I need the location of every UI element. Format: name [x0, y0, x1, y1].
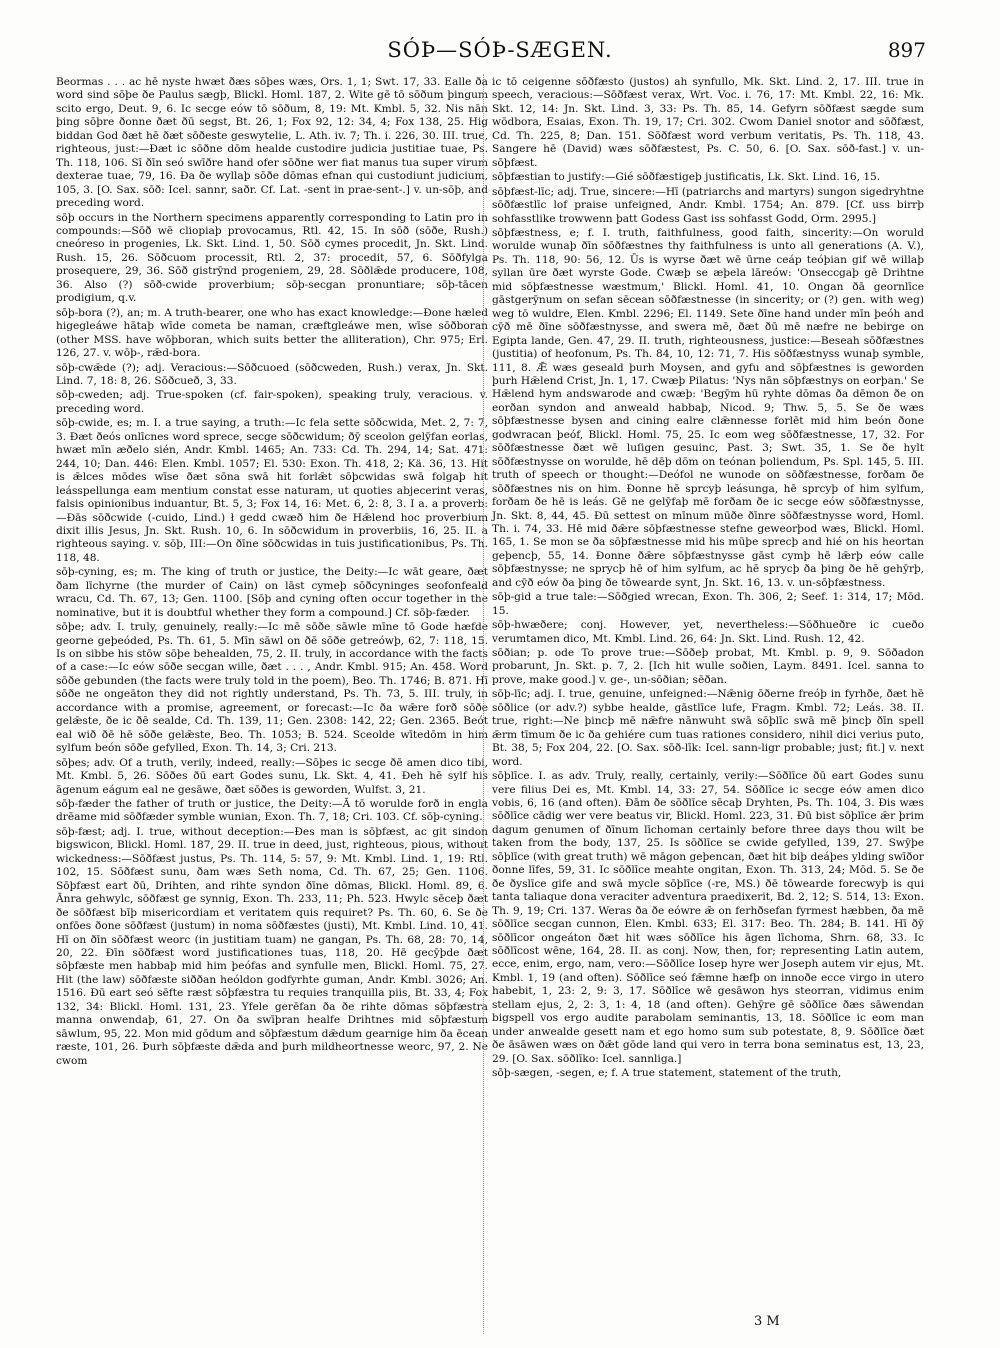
left-column: [56, 76, 488, 1069]
signature-mark: 3 M: [754, 1314, 780, 1329]
entry-soth-cwide: sōþ-cwide, es; m. I. a true saying, a truth:—Ic fela sette sōðcwida, Met. 2, 7: 7, 3. Ðæt ðeós onlīcnes word sprece, secge sōðcwidum; ðȳ sceolon gelȳfan eorlas, hwæt mīn æðelo sién, Andr. Kmbl. 1465; An. 733: Cd. Th. 294, 14; Sat. 471: 244, 10; Dan. 446: Elen. Kmbl. 1057; El. 530: Exon. Th. 418, 2; Kä. 36, 13. Hit is ǣlces mōdes wīse ðæt sōna swā hit forlǣt sōþcwidas swā folgaþ hit leásspellunga eam mentium constat esse naturam, ut quoties abjecerint veras, falsis opinionibus induantur, Bt. 5, 3; Fox 14, 16: Met. 6, 2: 8, 3. I a. a proverb:—Ðās sōðcwide (-cuido, Lind.) ł gedd cwæð him ðe Hǣlend hoc proverbium dixit illis Jesus, Jn. Skt. Rush. 10, 6. In sōðcwidum in proverbiis, 16, 25. II. a righteous saying. v. sōþ, III:—On ðīne sōðcwidas in tuis justificationibus, Ps. Th. 118, 48.: [56, 417, 488, 564]
page-number: 897: [887, 38, 926, 62]
page-header: [60, 38, 940, 68]
entry-soth-saegen: sōþ-sægen, -segen, e; f. A true statement, statement of the truth,: [492, 1067, 842, 1080]
entry-sothlice: sōþlīce. I. as adv. Truly, really, certainly, verily:—Sōðlīce ðū eart Godes sunu vere filius Dei es, Mt. Kmbl. 14, 33: 27, 54. Sōðlīce ic secge eów amen dico vobis, 6, 16 (and often). Ðām ðe sōðlīce sēcaþ Dryhten, Ps. Th. 104, 3. Ðis wæs sōðlīce cādig wer vere beatus vir, Blickl. Homl. 223, 31. Ðū bist sōþlīce ǣr þrim dagum genumen of ðīnum līchoman certainly before three days thou wilt be taken from the body, 137, 25. Is sōðlīce se cwide gefylled, 139, 27. Swȳþe sōþlīce (with great truth) wē māgon geþencan, ðæt hit biþ deáþes ylding swīðor ðonne līfes, 59, 31. Ic sōðlīce meahte ongitan, Exon. Th. 313, 24; Mōd. 5. Se ðe ðe ðyslīce gife and swā mycle sōþlīce (-re, MS.) ðē tōwearde forecwyþ is qui tanta taliaque dona veraciter adventura praedixerit, Bd. 2, 12; S. 514, 13: Exon. Th. 9, 19; Cri. 137. Weras ða ðe eówre ǣ on ferhðsefan fyrmest hæbben, ða mē sōðlīce secgan cunnon, Elen. Kmbl. 633; El. 317: Beo. Th. 284; B. 141. Hī ðȳ sōðlīcor ongeáton ðæt hit wæs sōðlīce his āgen līchoma, Shrn. 68, 33. Ic sōðlīcost wēne, 164, 28. II. as conj. Now, then, for; representing Latin autem, ecce, enim, ergo, nam, vero:—Sōðlīce Iosep hyre wer Joseph autem vir ejus, Mt. Kmbl. 1, 19 (and often). Sōðlīce seó fǣmne hæfþ on innoðe ecce virgo in utero habebit, 1, 23: 2, 9: 3, 17. Sōðlīce wē gesāwon hys steorran, vidimus enim stellam ejus, 2, 2: 3, 1: 4, 18 (and often). Gehȳre gē sōðlīce ðæs sāwendan bigspell vos ergo audite parabolam seminantis, 13, 18. Sōðlīce ic eom man under anwealde gesett nam et ego homo sum sub potestate, 8, 9. Sōðlīce ðæt ðe āsāwen wæs on ðǣt gōde land qui vero in terra bona seminatus est, 13, 23, 29. [O. Sax. sōðlīko: Icel. sannliga.]: [492, 770, 924, 1065]
entry-soth-faeder: sōþ-fæder the father of truth or justice, the Deity:—Ā tō worulde forð in engla drēame mid sōðfæder symble wunian, Exon. Th. 7, 18; Cri. 103. Cf. sōþ-cyning.: [56, 798, 488, 824]
entry-sothfaestian: sōþfæstian to justify:—Gié sōðfæstigeþ justificatis, Lk. Skt. Lind. 16, 15.: [492, 171, 881, 184]
entry-continuation-sothfaest: ic tō ceigenne sōðfæsto (justos) ah synfullo, Mk. Skt. Lind. 2, 17. III. true in speech, veracious:—Sōðfæst verax, Wrt. Voc. i. 76, 17: Mt. Kmbl. 22, 16: Mk. Skt. 12, 14: Jn. Skt. Lind. 3, 33: Ps. Th. 85, 14. Gefyrn sōðfæst sægde sum wōdbora, Esaias, Exon. Th. 19, 17; Cri. 302. Cwom Daniel snotor and sōðfæst, Cd. Th. 225, 8; Dan. 151. Sōðfæst word verbum veritatis, Ps. Th. 118, 43. Sangere hē (David) wæs sōðfæstest, Ps. C. 50, 6. [O. Sax. sōð-fast.] v. un-sōþfæst.: [492, 76, 924, 169]
entry-soth-cweden: sōþ-cweden; adj. True-spoken (cf. fair-spoken), speaking truly, veracious. v. preceding word.: [56, 389, 488, 415]
entry-soth-faest: sōþ-fæst; adj. I. true, without deception:—Ðes man is sōþfæst, ac git sindon bigswicon, Blickl. Homl. 187, 29. II. true in deed, just, righteous, pious, without wickedness:—Sōðfæst justus, Ps. Th. 114, 5: 57, 9: Mt. Kmbl. Lind. 1, 19: Rtl. 102, 15. Sōðfæst sunu, ðam wæs Seth noma, Cd. Th. 67, 25; Gen. 1106. Sōþfæst eart ðū, Drihten, and rihte syndon ðīne dōmas, Blickl. Homl. 89, 6. Ānra gehwylc, sōðfæst ge synnig, Exon. Th. 233, 11; Ph. 523. Hwylc sēceþ ðæt ðe sōðfæst bīþ misericordiam et veritatem quis requiret? Ps. Th. 60, 6. Se ðe onfōes ðone sōðfæst (justum) in noma sōðfæstes (justi), Mt. Kmbl. Lind. 10, 41. Hī on ðīn sōðfæst weorc (in justitiam tuam) ne gangan, Ps. Th. 68, 28: 70, 14, 20, 22. Ðīn sōðfæst word justificationes tuas, 118, 20. Hē gecȳþde ðæt sōþfæste men habbaþ mid him þeófas and synfulle men, Blickl. Homl. 75, 27. Hit (the law) sōðfæste siððan heóldon godfyrhte guman, Andr. Kmbl. 3026; An. 1516. Ðū eart seó sēfte ræst sōþfæstra tu requies tranquilla piis, Bt. 33, 4; Fox 132, 34: Blickl. Homl. 131, 23. Yfele gerēfan ða ðe rihte dōmas sōþfæstra manna onwendaþ, 61, 27. On ða swīþran healfe Drihtnes mid sōþfæstum sāwlum, 95, 22. Mon mid gōdum and sōþfæstum dǣdum gearnige him ða ēcean ræste, 101, 26. Þurh sōþfæste dǣda and þurh mildheortnesse weorc, 97, 2. Ne cwom: [56, 825, 488, 1067]
entry-soth-cwaede: sōþ-cwǣde (?); adj. Veracious:—Sōðcuoed (sōðcweden, Rush.) verax, Jn. Skt. Lind. 7, 18: 8, 26. Sōðcueð, 3, 33.: [56, 361, 488, 387]
running-head: SÓÞ—SÓÞ-SÆGEN.: [387, 38, 613, 62]
entry-continuation-sothe: Beormas . . . ac hē nyste hwæt ðæs sōþes wæs, Ors. 1, 1; Swt. 17, 33. Ealle ða word sind sōþe ðe Paulus sægþ, Blickl. Homl. 187, 2. Wite gē tō sōðum þingum scito ergo, Deut. 9, 6. Ic secge eów tō sōðum, 8, 19: Mt. Kmbl. 5, 32. Nis nān þing sōþre ðonne ðæt ðū segst, Bt. 26, 1; Fox 92, 12: 34, 4; Fox 138, 25. Hig biddan God ðæt hē ðæt sōðeste geswytelie, L. Ath. iv. 7; Th. i. 226, 30. III. true, righteous, just:—Ðæt ic sōðne dōm healde custodire judicia justitiae tuae, Ps. Th. 118, 106. Sī ðīn seó swīðre hand ofer sōðne wer fiat manus tua super virum dexterae tuae, 79, 16. Ða ðe wyllaþ sōðe dōmas efnan qui custodiunt judicium, 105, 3. [O. Sax. sōð: Icel. sannr, saðr. Cf. Lat. -sent in prae-sent-.] v. un-sōþ, and preceding word.: [56, 76, 488, 210]
entry-sothes: sōþes; adv. Of a truth, verily, indeed, really:—Sōþes ic secge ðē amen dico tibi, Mt. Kmbl. 5, 26. Sōðes ðū eart Godes sunu, Lk. Skt. 4, 41. Ðeh hē sylf his āgenum eágum eal ne gesāwe, ðæt sōðes is geworden, Wulfst. 3, 21.: [56, 756, 488, 796]
entry-soth-northern: sōþ occurs in the Northern specimens apparently corresponding to Latin pro in compounds:—Sōð wē cliopiaþ provocamus, Rtl. 42, 15. In sōð (sōðe, Rush.) cneóreso in progenies, Lk. Skt. Lind. 1, 50. Sōð cymes procedit, Jn. Skt. Lind. Rush. 15, 26. Sōðcuom processit, Rtl. 2, 37: procedit, 57, 6. Sōðfylga prosequere, 29, 36. Sōð gistrȳnd progeniem, 29, 28. Sōðlǣde producere, 108, 36. Also (?) sōð-cwide proverbium; sōþ-secgan pronuntiare; sōþ-tācen prodigium, q.v.: [56, 211, 488, 305]
entry-soth-gid: sōþ-gid a true tale:—Sōðgied wrecan, Exon. Th. 306, 2; Seef. 1: 314, 17; Mōd. 15.: [492, 591, 924, 617]
entry-soth-hwaethere: sōþ-hwæðere; conj. However, yet, nevertheless:—Sōðhueðre ic cueðo verumtamen dico, Mt. Kmbl. Lind. 26, 64: Jn. Skt. Lind. Rush. 12, 42.: [492, 619, 924, 645]
entry-sothe-adv: sōþe; adv. I. truly, genuinely, really:—Ic mē sōðe sāwle mīne tō Gode hæfde georne geþeóded, Ps. Th. 61, 5. Mīn sāwl on ðē sōðe getreówþ, 62, 7: 118, 15. Is on sibbe his stōw sōþe behealden, 75, 2. II. truly, in accordance with the facts of a case:—Ic eów sōðe secgan wille, ðæt . . . , Andr. Kmbl. 915; An. 458. Word sōðe gebunden (the facts were truly told in the poem), Beo. Th. 1746; B. 871. Hī sōðe ne ongeāton they did not rightly understand, Ps. Th. 73, 5. III. truly, in accordance with a promise, agreement, or forecast:—Ic ða wǣre forð sōðe gelǣste, ðe ic ðē sealde, Cd. Th. 139, 11; Gen. 2308: 142, 22; Gen. 2365. Beót eal wið ðē hē sōðe gelǣste, Beo. Th. 1053; B. 524. Sceolde wītedōm in him sylfum beón sōðe gefylled, Exon. Th. 14, 3; Cri. 213.: [56, 621, 488, 755]
entry-sothian: sōðian; p. ode To prove true:—Sōðeþ probat, Mt. Kmbl. p. 9, 9. Sōðadon probarunt, Jn. Skt. p. 7, 2. [Ich hit wulle soðien, Laym. 8491. Icel. sanna to prove, make good.] v. ge-, un-sōðian; sēðan.: [492, 647, 924, 686]
entry-soth-cyning: sōþ-cyning, es; m. The king of truth or justice, the Deity:—Ic wāt geare, ðæt ðam līchyrne (the murder of Cain) on lāst cymeþ sōðcyninges seofonfeald wracu, Cd. Th. 67, 13; Gen. 1100. [Sōþ and cyning often occur together in the nominative, but it is doubtful whether they form a compound.] Cf. sōþ-fæder.: [56, 566, 488, 619]
right-column: [492, 76, 924, 1082]
entry-soth-lic: sōþ-līc; adj. I. true, genuine, unfeigned:—Nǣnig ōðerne freóþ in fyrhðe, ðæt hē sōðlice (or adv.?) sybbe healde, gāstlīce lufe, Fragm. Kmbl. 72; Leás. 38. II. true, right:—Ne þincþ mē nǣfre nānwuht swā sōþlīc swā mē þincþ ðīn spell ǣrm tīmum ðe ic ða gehiére cum tuas rationes considero, nihil dici verius puto, Bt. 38, 5; Fox 204, 22. [O. Sax. sōð-līk: Icel. sann-ligr probable; just; fit.] v. next word.: [492, 688, 924, 768]
column-divider: [483, 74, 484, 1334]
entry-sothfaestness: sōþfæstness, e; f. I. truth, faithfulness, good faith, sincerity:—On woruld worulde wunaþ ðīn sōðfæstnes thy faithfulness is unto all generations (A. V.), Ps. Th. 118, 90: 56, 12. Ūs is wyrse ðæt wē ūrne ceáp teóþian gif wē willaþ syllan ūre ðæt wyrste Gode. Cwæþ se æþela lāreów: 'Onseccgaþ gē Drihtne mid sōþfæstnesse wæstmum,' Blickl. Homl. 41, 10. Ongan ðā geornlīce gāstgerȳnum on sefan sēcean sōðfæstnesse (in sincerity; or (?) gen. with weg) weg tō wuldre, Elen. Kmbl. 2296; El. 1149. Sete ðīne hand under mīn þeóh and cȳð mē ðīne sōðfæstnysse, and swera mē, ðæt ðū mē næfre ne bebirge on Egipta lande, Gen. 47, 29. II. truth, righteousness, justice:—Beseah sōðfæstnes (justitia) of heofonum, Ps. Th. 84, 10, 12: 71, 7. His sōðfæstnyss wunaþ symble, 111, 8. Ǣ wæs geseald þurh Moysen, and gyfu and sōþfæstnes is geworden þurh Hǣlend Crist, Jn. 1, 17. Cwæþ Pilatus: 'Nys nān sōþfæstnys on eorþan.' Se Hǣlend hym andswarode and cwæþ: 'Begȳm hū ryhte dōmas ða dēmon ðe on eorðan syndon and anweald habbaþ, Nicod. 9; Thw. 5, 5. Se ðe wæs sōþfæstnesse bysen and cining ealre clǣnnesse forlēt mid him beón ðone godwracan þeóf, Blickl. Homl. 75, 25. Ic eom weg sōðfæstnesse, 17, 32. For sōðfæstnesse ðæt wē luſigen gesuinc, Past. 3; Swt. 35, 1. Se ðe hylt sōðfæstnysse on worulde, hē dēþ dōm on teónan þoliendum, Ps. Spl. 145, 5. III. truth of speech or thought:—Deófol ne wunode on sōðfæstnesse, forðam ðe sōðfæstnes nis on him. Ðonne hē sprcyþ leásunga, hē sprcyþ of him sylfum, forðam ðe hē is leás. Gē ne gelȳfaþ mē forðam ðe ic secge eów sōðfæstnysse, Jn. Skt. 8, 44, 45. Ðū settest on mīnum mūðe ðīnre sōðfæstnysse word, Homl. Th. i. 74, 33. Hē mid ðǣre sōþfæstnesse stefne geweorþod wæs, Blickl. Homl. 165, 1. Se mon se ða sōþfæstnesse mid his mūþe sprecþ and hié on his heortan geþencþ, 55, 14. Ðonne ðǣre sōþfæstnysse gāst cymþ hē lǣrþ eów calle sōþfæstnysse; ne sprycþ hē of him sylfum, ac hē sprycþ ða þing ðe hē gehȳrþ, and cȳð eów ða þing ðe tōwearde synt, Jn. Skt. 16, 13. v. un-sōþfæstness.: [492, 226, 924, 589]
entry-soth-bora: sōþ-bora (?), an; m. A truth-bearer, one who has exact knowledge:—Ðone hæled higegleáwe hātaþ wīde cometa be naman, cræftgleáwe men, wīse sōðboran (other MSS. have wōþboran, which suits better the alliteration), Chr. 975; Erl. 126, 27. v. wōþ-, rǣd-bora.: [56, 306, 488, 360]
entry-sothfaest-lic: sōþfæst-līc; adj. True, sincere:—Hī (patriarchs and martyrs) sungon sigedryhtne sōðfæstlīc lof praise unfeigned, Andr. Kmbl. 1754; An. 879. [Cf. uss birrþ sohfasstlike trowwenn þatt Godess Gast iss sohfasst Godd, Orm. 2995.]: [492, 185, 924, 225]
